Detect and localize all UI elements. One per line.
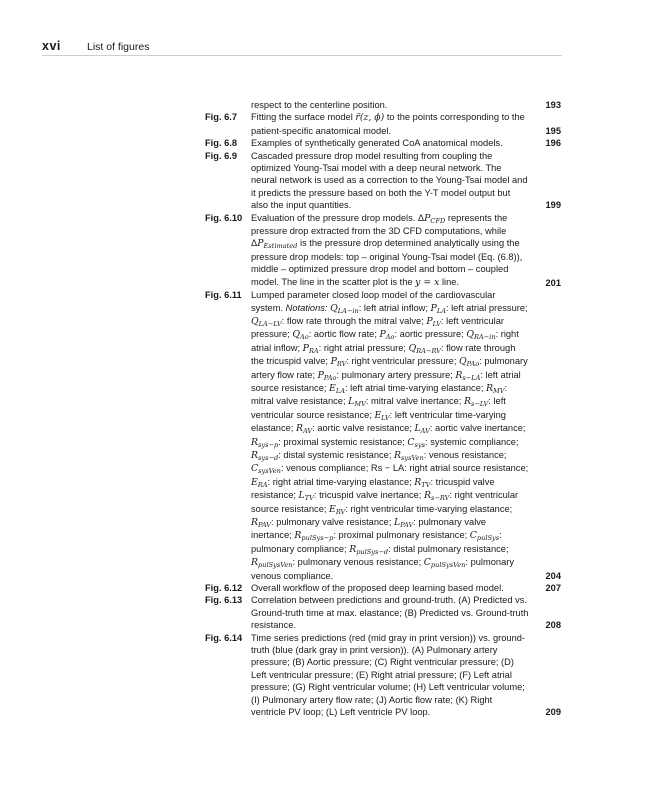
figure-label: Fig. 6.9 bbox=[205, 150, 238, 161]
list-item bbox=[205, 582, 561, 594]
list-item bbox=[205, 289, 561, 582]
list-of-figures bbox=[205, 99, 561, 719]
figure-label: Fig. 6.8 bbox=[205, 138, 238, 149]
figure-page-number: 209 bbox=[545, 707, 561, 718]
list-item bbox=[205, 111, 561, 137]
figure-caption: Overall workflow of the proposed deep learning based model. bbox=[251, 583, 504, 594]
figure-page-number: 199 bbox=[545, 200, 561, 211]
figure-label: Fig. 6.13 bbox=[205, 595, 243, 606]
figure-caption: respect to the centerline position. bbox=[251, 100, 388, 110]
list-item bbox=[205, 99, 561, 111]
figure-caption: Cascaded pressure drop model resulting from coupling the optimized Young-Tsai model with a deep neural network. The neural network is used as a correction to the Young-Tsai model and it predicts the pressure based on both the Y-T model output but also the input quantities. bbox=[251, 150, 528, 211]
list-item bbox=[205, 632, 561, 719]
figure-label: Fig. 6.10 bbox=[205, 212, 243, 223]
page-header bbox=[42, 39, 562, 55]
figure-page-number: 193 bbox=[545, 100, 561, 110]
figure-caption: Time series predictions (red (mid gray in print version)) vs. ground-truth (blue (dark gray in print version)). (A) Pulmonary artery pressure; (B) Aortic pressure; (C) Right ventricular pressure; (D) Left ventricular pressure; (E) Right atrial pressure; (F) Left atrial pressure; (G) Right ventricular volume; (H) Left ventricular volume; (I) Pulmonary artery flow rate; (J) Aortic flow rate; (K) Right ventricle PV loop; (L) Left ventricle PV loop. bbox=[251, 632, 526, 718]
figure-label: Fig. 6.12 bbox=[205, 583, 243, 594]
figure-page-number: 201 bbox=[545, 277, 561, 288]
header-rule bbox=[42, 55, 562, 56]
list-item bbox=[205, 137, 561, 149]
figure-page-number: 204 bbox=[545, 570, 561, 581]
figure-page-number: 195 bbox=[545, 125, 561, 136]
figure-page-number: 208 bbox=[545, 620, 561, 631]
figure-caption: Fitting the surface model r̃(z, ϕ) to the points corresponding to the patient-specific anatomical model. bbox=[251, 112, 525, 136]
list-item bbox=[205, 594, 561, 631]
list-item bbox=[205, 212, 561, 289]
figure-label: Fig. 6.11 bbox=[205, 290, 242, 301]
figure-caption: Evaluation of the pressure drop models. $\Delta P_{CFD}$ represents the pressure drop extracted from the 3D CFD computations, while $\Delta P_{Estimated}$ is the pressure drop determined analytically using the pressure drop models: top – original Young-Tsai model (Eq. (6.8)), middle – optimized pressure drop model and bottom – coupled model. The line in the scatter plot is the y = x line. bbox=[251, 212, 523, 288]
figure-label: Fig. 6.14 bbox=[205, 632, 243, 643]
figure-caption: Lumped parameter closed loop model of the cardiovascular system. Notations: $Q_{LA-in}$: left atrial inflow; $P_{LA}$: left atrial pressure; $Q_{LA-LV}$: flow rate through the mitral valve; $P_{LV}$: left ventricular pressure; $Q_{Ao}$: aortic flow rate; $P_{Ao}$: aortic pressure; $Q_{RA-in}$: right atrial inflow; $P_{RA}$: right atrial pressure; $Q_{RA-RV}$: flow rate through the tricuspid valve; $P_{RV}$: right ventricular pressure; $Q_{PAo}$: pulmonary artery flow rate; $P_{PAo}$: pulmonary artery pressure; $R_{s-LA}$: left atrial source resistance; $E_{LA}$: left atrial time-varying elastance; $R_{MV}$: mitral valve resistance; $L_{MV}$: mitral valve inertance; $R_{s-LV}$: left ventricular source resistance; $E_{LV}$: left ventricular time-varying elastance; $R_{AV}$: aortic valve resistance; $L_{AV}$: aortic valve inertance; $R_{sys-p}$: proximal systemic resistance; $C_{sys}$: systemic compliance; $R_{sys-d}$: distal systemic resistance; $R_{sysVen}$: venous resistance; $C_{sysVen}$: venous compliance; Rs − LA: right atrial source resistance; $E_{RA}$: right atrial time-varying elastance; $R_{TV}$: tricuspid valve resistance; $L_{TV}$: tricuspid valve inertance; $R_{s-RV}$: right ventricular source resistance; $E_{RV}$: right ventricular time-varying elastance; $R_{PAV}$: pulmonary valve resistance; $L_{PAV}$: pulmonary valve inertance; $R_{pulSys-p}$: proximal pulmonary resistance; $C_{pulSys}$: pulmonary compliance; $R_{pulSys-d}$: distal pulmonary resistance; $R_{pulSysVen}$: pulmonary venous resistance; $C_{pulSysVen}$: pulmonary venous compliance. bbox=[251, 290, 529, 581]
figure-label: Fig. 6.7 bbox=[205, 112, 238, 123]
figure-caption: Examples of synthetically generated CoA anatomical models. bbox=[251, 138, 503, 149]
figure-page-number: 207 bbox=[545, 583, 561, 594]
figure-caption: Correlation between predictions and ground-truth. (A) Predicted vs. Ground-truth time at max. elastance; (B) Predicted vs. Ground-truth resistance. bbox=[251, 595, 529, 631]
page-number-roman: xvi bbox=[42, 39, 61, 53]
figure-page-number: 196 bbox=[545, 138, 561, 149]
list-item bbox=[205, 150, 561, 212]
running-title: List of figures bbox=[87, 40, 150, 53]
